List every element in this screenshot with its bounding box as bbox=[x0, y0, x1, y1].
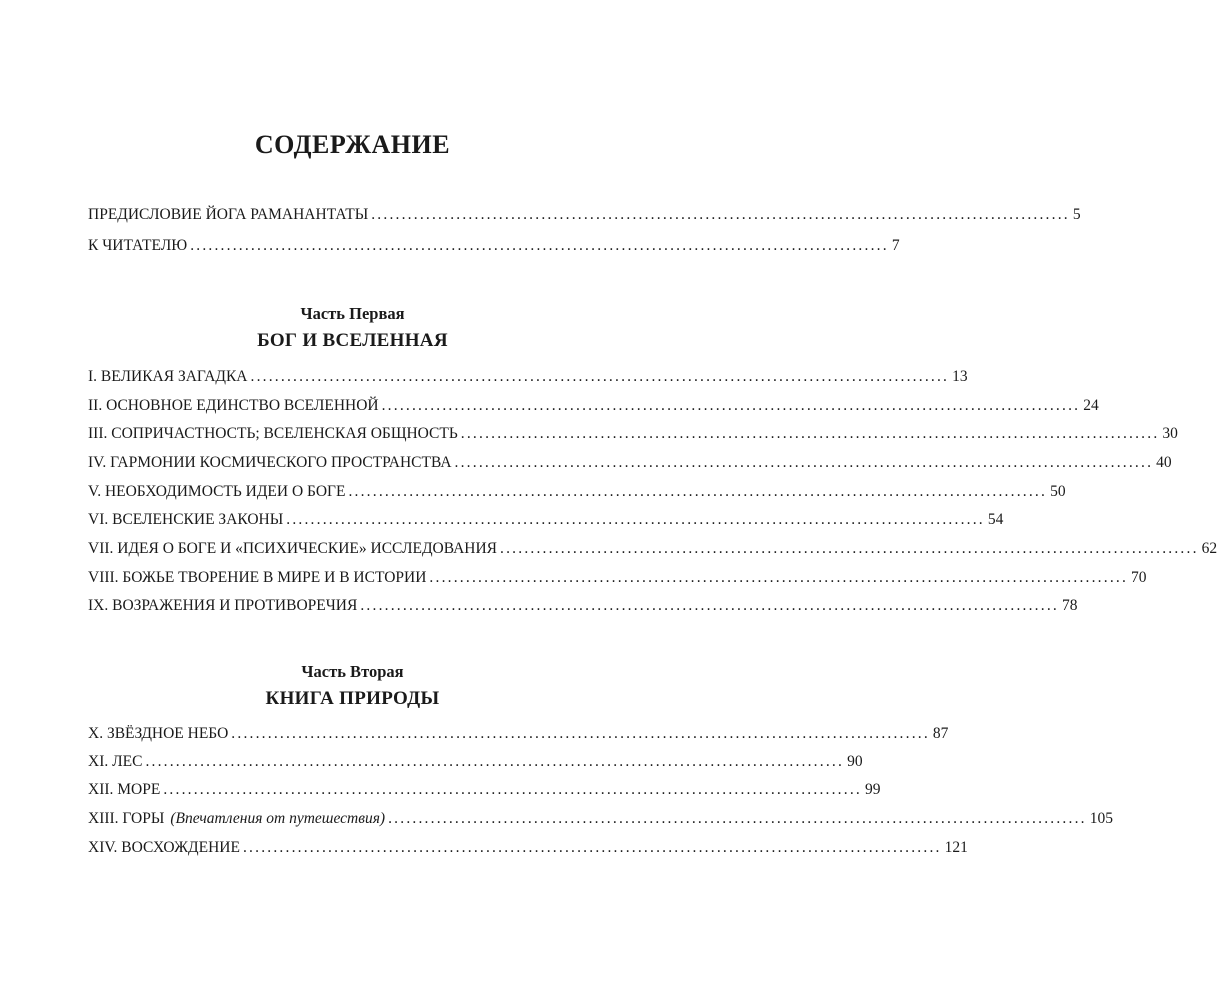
toc-entry-page: 62 bbox=[1201, 540, 1217, 557]
toc-entry bbox=[88, 511, 1004, 535]
toc-entry-title: I. ВЕЛИКАЯ ЗАГАДКА bbox=[88, 368, 248, 385]
toc-entry bbox=[88, 483, 1066, 507]
toc-entry bbox=[88, 810, 1113, 834]
toc-entry-page: 13 bbox=[952, 368, 968, 385]
toc-entry-title: ПРЕДИСЛОВИЕ ЙОГА РАМАНАНТАТЫ bbox=[88, 206, 369, 223]
toc-entry-title: VII. ИДЕЯ О БОГЕ И «ПСИХИЧЕСКИЕ» ИССЛЕДОВАНИЯ bbox=[88, 540, 498, 557]
toc-entry-title: XII. МОРЕ bbox=[88, 781, 161, 798]
toc-entry bbox=[88, 569, 1147, 593]
leader-dots: ................................................................................................................... bbox=[145, 753, 845, 770]
toc-entry-note: (Впечатления от путешествия) bbox=[170, 810, 386, 827]
leader-dots: ................................................................................................................... bbox=[190, 237, 889, 254]
leader-dots: ................................................................................................................... bbox=[360, 597, 1059, 614]
toc-entry-title: V. НЕОБХОДИМОСТЬ ИДЕИ О БОГЕ bbox=[88, 483, 346, 500]
toc-entry-page: 90 bbox=[847, 753, 863, 770]
leader-dots: ................................................................................................................... bbox=[388, 810, 1087, 827]
toc-entry-title: К ЧИТАТЕЛЮ bbox=[88, 237, 188, 254]
leader-dots: ................................................................................................................... bbox=[454, 454, 1154, 471]
toc-entry-title: IV. ГАРМОНИИ КОСМИЧЕСКОГО ПРОСТРАНСТВА bbox=[88, 454, 452, 471]
part-two-title: КНИГА ПРИРОДЫ bbox=[265, 688, 440, 709]
toc-entry-page: 24 bbox=[1083, 397, 1099, 414]
leader-dots: ................................................................................................................... bbox=[371, 206, 1070, 223]
toc-entry-page: 70 bbox=[1131, 569, 1147, 586]
toc-entry-page: 54 bbox=[987, 511, 1004, 528]
toc-entry bbox=[88, 425, 1178, 449]
toc-entry-page: 40 bbox=[1156, 454, 1172, 471]
leader-dots: ................................................................................................................... bbox=[460, 425, 1160, 442]
toc-entry-title: XIV. ВОСХОЖДЕНИЕ bbox=[88, 839, 240, 856]
page-title: СОДЕРЖАНИЕ bbox=[254, 130, 451, 159]
toc-entry bbox=[88, 597, 1078, 621]
leader-dots: ................................................................................................................... bbox=[163, 781, 862, 798]
toc-entry-title bbox=[88, 810, 388, 828]
toc-entry-title: II. ОСНОВНОЕ ЕДИНСТВО ВСЕЛЕННОЙ bbox=[88, 397, 379, 414]
leader-dots: ................................................................................................................... bbox=[242, 839, 942, 856]
leader-dots: ................................................................................................................... bbox=[500, 540, 1199, 557]
toc-entry-title: VIII. БОЖЬЕ ТВОРЕНИЕ В МИРЕ И В ИСТОРИИ bbox=[88, 569, 427, 586]
toc-entry-page: 78 bbox=[1061, 597, 1078, 614]
leader-dots: ................................................................................................................... bbox=[250, 368, 950, 385]
part-one-label: Часть Первая bbox=[300, 304, 405, 323]
toc-entry bbox=[88, 725, 949, 749]
toc-entry-page: 105 bbox=[1089, 810, 1113, 827]
toc-entry-page: 99 bbox=[864, 781, 881, 798]
toc-entry-page: 7 bbox=[891, 237, 900, 254]
part-two-label: Часть Вторая bbox=[301, 662, 404, 681]
toc-entry bbox=[88, 753, 863, 777]
toc-entry-title: XI. ЛЕС bbox=[88, 753, 143, 770]
toc-entry-page: 5 bbox=[1072, 206, 1081, 223]
toc-entry-title: III. СОПРИЧАСТНОСТЬ; ВСЕЛЕНСКАЯ ОБЩНОСТЬ bbox=[88, 425, 458, 442]
toc-entry bbox=[88, 397, 1099, 421]
part-one-title: БОГ И ВСЕЛЕННАЯ bbox=[257, 330, 448, 351]
toc-entry-title: X. ЗВЁЗДНОЕ НЕБО bbox=[88, 725, 229, 742]
leader-dots: ................................................................................................................... bbox=[381, 397, 1081, 414]
leader-dots: ................................................................................................................... bbox=[348, 483, 1048, 500]
leader-dots: ................................................................................................................... bbox=[231, 725, 930, 742]
toc-entry bbox=[88, 368, 968, 392]
toc-entry-title-text: XIII. ГОРЫ bbox=[88, 810, 165, 827]
toc-entry-to-reader bbox=[88, 237, 900, 261]
toc-entry bbox=[88, 540, 1217, 564]
toc-entry-page: 121 bbox=[944, 839, 968, 856]
leader-dots: ................................................................................................................... bbox=[286, 511, 985, 528]
toc-entry-title: VI. ВСЕЛЕНСКИЕ ЗАКОНЫ bbox=[88, 511, 284, 528]
leader-dots: ................................................................................................................... bbox=[429, 569, 1129, 586]
toc-entry-page: 50 bbox=[1050, 483, 1066, 500]
toc-entry-page: 87 bbox=[932, 725, 949, 742]
toc-entry bbox=[88, 839, 968, 863]
toc-entry-preface bbox=[88, 206, 1081, 230]
toc-entry-page: 30 bbox=[1162, 425, 1178, 442]
toc-entry bbox=[88, 454, 1172, 478]
toc-entry bbox=[88, 781, 881, 805]
toc-entry-title: IX. ВОЗРАЖЕНИЯ И ПРОТИВОРЕЧИЯ bbox=[88, 597, 358, 614]
